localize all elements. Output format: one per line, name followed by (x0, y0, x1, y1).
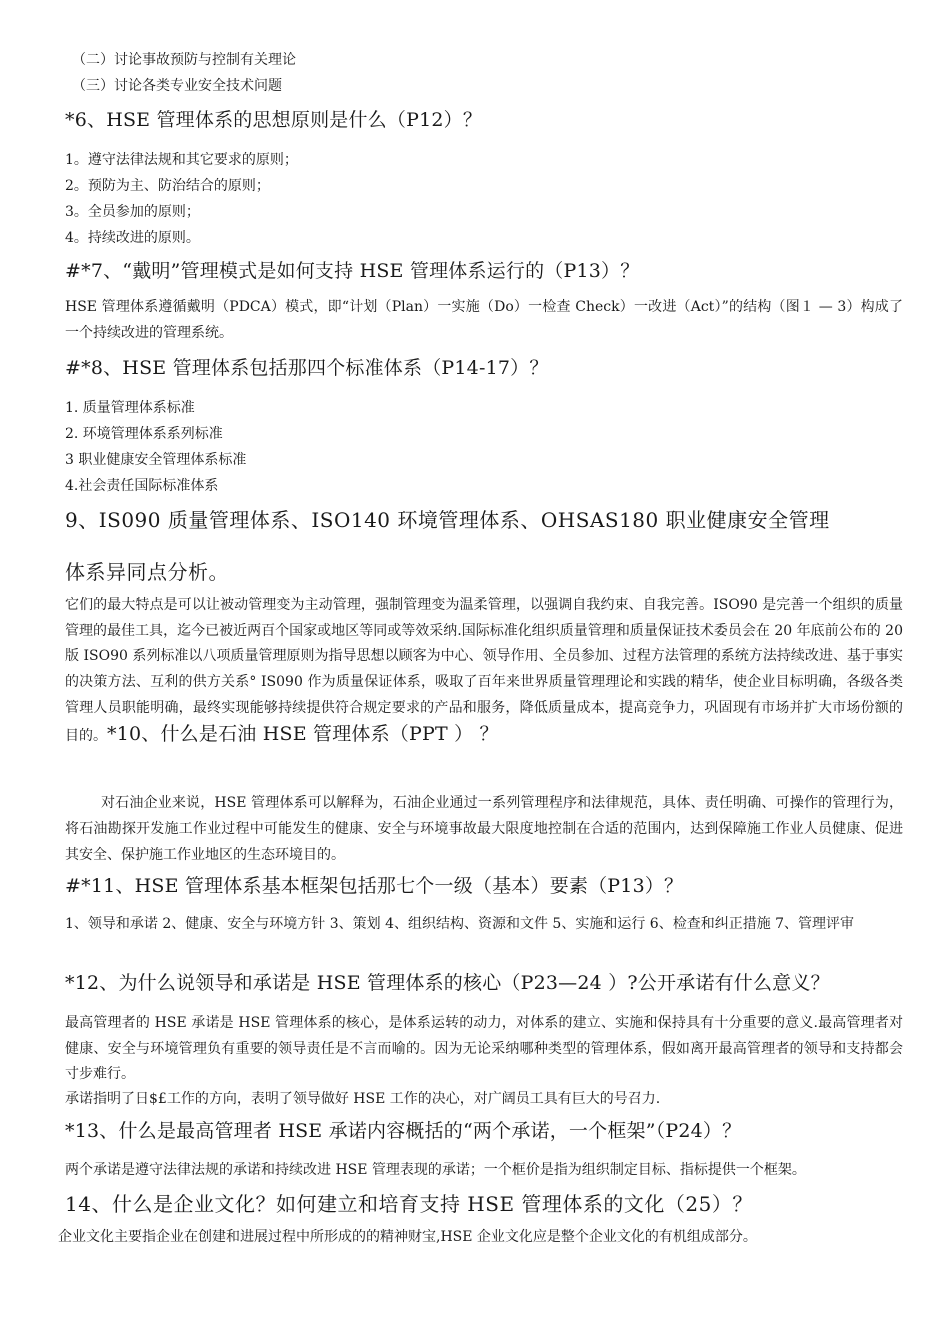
question-9-body (65, 593, 903, 749)
question-13-heading: *13、什么是最高管理者 HSE 承诺内容概括的“两个承诺，一个框架”（P24）？ (65, 1120, 742, 1142)
question-7-heading: #*7、“戴明”管理模式是如何支持 HSE 管理体系运行的（P13）？ (65, 260, 640, 282)
list-item: 4.社会责任国际标准体系 (65, 478, 219, 494)
text-line: （二）讨论事故预防与控制有关理论 (72, 52, 296, 68)
question-6-heading: *6、HSE 管理体系的思想原则是什么（P12）？ (65, 109, 483, 131)
list-item: 4。持续改进的原则。 (65, 230, 200, 246)
question-14-heading: 14、什么是企业文化？如何建立和培育支持 HSE 管理体系的文化（25）？ (65, 1192, 753, 1216)
question-12-body: 最高管理者的 HSE 承诺是 HSE 管理体系的核心，是体系运转的动力，对体系的建立、实施和保持具有十分重要的意义.最高管理者对健康、安全与环境管理负有重要的领导责任是不言而喻的。因为无论采纳哪种类型的管理体系，假如离开最高管理者的领导和支持都会寸步难行。 (65, 1015, 903, 1082)
list-item: 1。遵守法律法规和其它要求的原则； (65, 152, 298, 168)
question-10-heading: *10、什么是石油 HSE 管理体系（PPT ） ？ (107, 722, 499, 745)
list-item: 2. 环境管理体系系列标准 (65, 426, 223, 442)
text-line: （三）讨论各类专业安全技术问题 (72, 78, 282, 94)
question-12-heading: *12、为什么说领导和承诺是 HSE 管理体系的核心（P23—24 ）?公开承诺有什么意义？ (65, 972, 830, 994)
question-12-body-2: 承诺指明了日$£工作的方向，表明了领导做好 HSE 工作的决心，对广阔员工具有巨大的号召力. (65, 1091, 661, 1107)
question-9-heading: 9、IS090 质量管理体系、ISO140 环境管理体系、OHSAS180 职业健康安全管理 (65, 508, 830, 532)
question-11-body: 1、领导和承诺 2、健康、安全与环境方针 3、策划 4、组织结构、资源和文件 5、实施和运行 6、检查和纠正措施 7、管理评审 (65, 916, 855, 932)
question-9-body-text: 它们的最大特点是可以让被动管理变为主动管理，强制管理变为温柔管理，以强调自我约束、自我完善。ISO90 是完善一个组织的质量管理的最佳工具，迄今已被近两百个国家或地区等同或等效采纳.国际标准化组织质量管理和质量保证技术委员会在 20 年底前公布的 20 版 ISO90 系列标准以八项质量管理原则为指导思想以顾客为中心、领导作用、全员参加、过程方法管理的系统方法持续改进、基于事实的决策方法、互利的供方关系° IS090 作为质量保证体系，吸取了百年来世界质量管理理论和实践的精华，使企业目标明确，各级各类管理人员职能明确，最终实现能够持续提供符合规定要求的产品和服务，降低质量成本，提高竞争力，巩固现有市场并扩大市场份额的目的。 (65, 597, 903, 744)
question-13-body: 两个承诺是遵守法律法规的承诺和持续改进 HSE 管理表现的承诺；一个框价是指为组织制定目标、指标提供一个框架。 (65, 1162, 806, 1178)
question-9-heading-cont: 体系异同点分析。 (65, 560, 229, 584)
list-item: 3 职业健康安全管理体系标准 (65, 452, 247, 468)
question-14-body: 企业文化主要指企业在创建和进展过程中所形成的的精神财宝,HSE 企业文化应是整个企业文化的有机组成部分。 (58, 1229, 757, 1245)
question-8-heading: #*8、HSE 管理体系包括那四个标准体系（P14-17）？ (65, 357, 549, 379)
question-11-heading: #*11、HSE 管理体系基本框架包括那七个一级（基本）要素（P13）？ (65, 875, 684, 897)
list-item: 1. 质量管理体系标准 (65, 400, 195, 416)
question-7-body: HSE 管理体系遵循戴明（PDCA）模式，即“计划（Plan）一实施（Do）一检查 Check）一改进（Act）”的结构（图１ — 3）构成了 一个持续改进的管理系统。 (65, 299, 903, 341)
question-10-body: 对石油企业来说，HSE 管理体系可以解释为，石油企业通过一系列管理程序和法律规范，具体、责任明确、可操作的管理行为，将石油勘探开发施工作业过程中可能发生的健康、安全与环境事故最大限度地控制在合适的范围内，达到保障施工作业人员健康、促进其安全、保护施工作业地区的生态环境目的。 (65, 795, 903, 863)
list-item: 2。预防为主、防治结合的原则； (65, 178, 270, 194)
list-item: 3。全员参加的原则； (65, 204, 200, 220)
